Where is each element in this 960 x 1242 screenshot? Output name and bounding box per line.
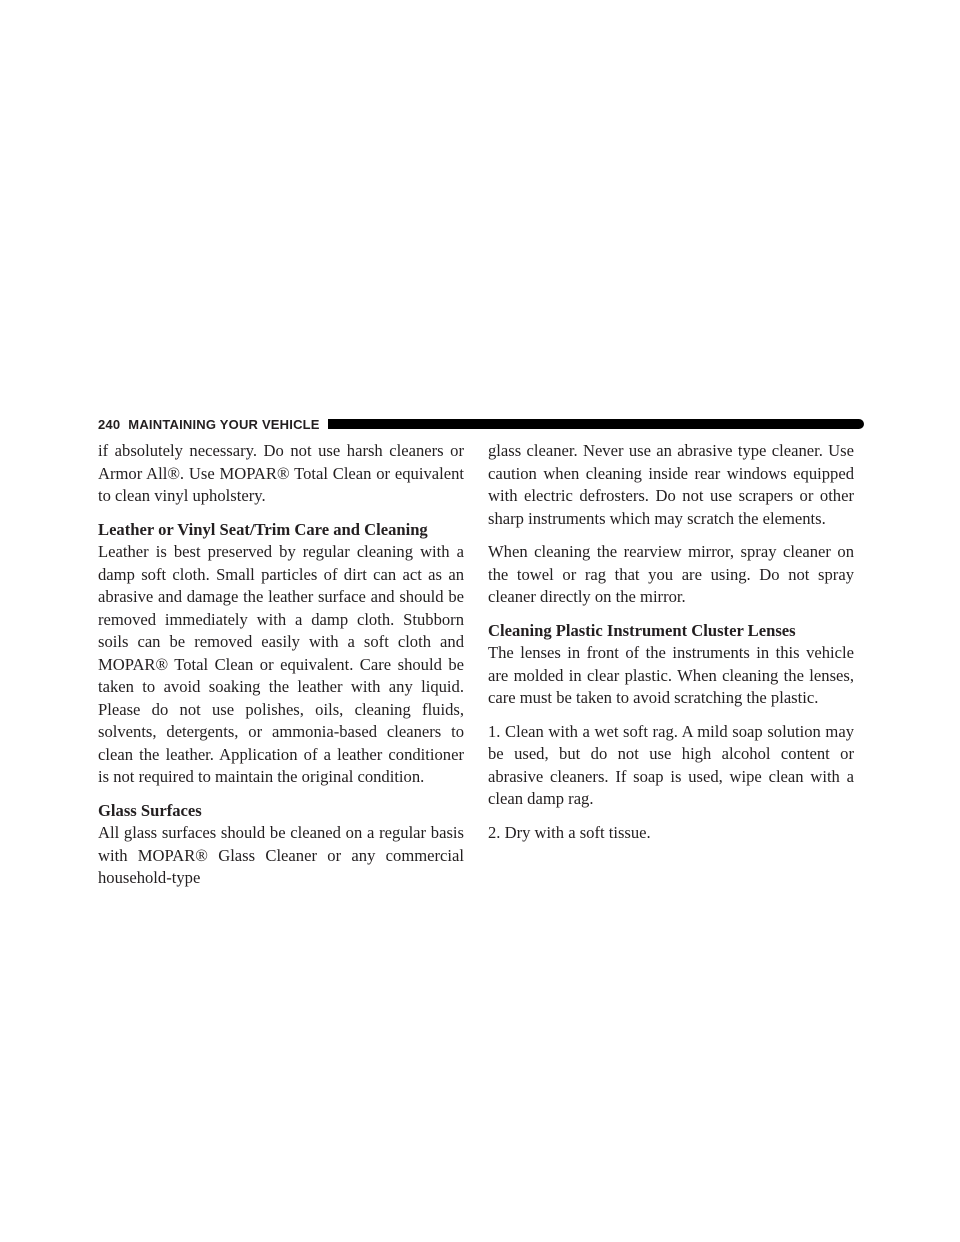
section-title: MAINTAINING YOUR VEHICLE (128, 416, 320, 432)
lenses-heading: Cleaning Plastic Instrument Cluster Lenses (488, 620, 796, 640)
lenses-paragraph: The lenses in front of the instruments in this vehicle are molded in clear plastic. When cleaning the lenses, care must be taken to avoid scratching the plastic. (488, 643, 854, 707)
mirror-paragraph: When cleaning the rearview mirror, spray cleaner on the towel or rag that you are using. Do not spray cleaner directly on the mirror. (488, 542, 854, 606)
step-2: 2. Dry with a soft tissue. (488, 822, 651, 842)
leather-paragraph: Leather is best preserved by regular cleaning with a damp soft cloth. Small particles of dirt can act as an abrasive and damage the leather surface and should be removed immediately with a damp cloth. Stubborn soils can be removed easily with a soft cloth and MOPAR® Total Clean or equivalent. Care should be taken to avoid soaking the leather with any liquid. Please do not use polishes, oils, cleaning fluids, solvents, detergents, or ammonia-based cleaners to clean the leather. Application of a leather conditioner is not required to maintain the original condition. (98, 542, 464, 786)
vinyl-paragraph: if absolutely necessary. Do not use harsh cleaners or Armor All®. Use MOPAR® Total Clean or equivalent to clean vinyl upholstery. (98, 441, 464, 505)
step-1: 1. Clean with a wet soft rag. A mild soap solution may be used, but do not use high alcohol content or abrasive cleaners. If soap is used, wipe clean with a clean damp rag. (488, 721, 854, 808)
page-header (98, 415, 864, 433)
glass-paragraph: All glass surfaces should be cleaned on a regular basis with MOPAR® Glass Cleaner or any commercial household-type (98, 823, 464, 887)
right-column (488, 440, 854, 855)
glass-paragraph-continued: glass cleaner. Never use an abrasive type cleaner. Use caution when cleaning inside rear windows equipped with electric defrosters. Do not use scrapers or other sharp instruments which may scratch the elements. (488, 441, 854, 528)
glass-heading: Glass Surfaces (98, 800, 202, 820)
leather-heading: Leather or Vinyl Seat/Trim Care and Cleaning (98, 519, 428, 539)
page-number: 240 (98, 416, 121, 432)
left-column (98, 440, 464, 890)
header-rule (328, 419, 864, 429)
